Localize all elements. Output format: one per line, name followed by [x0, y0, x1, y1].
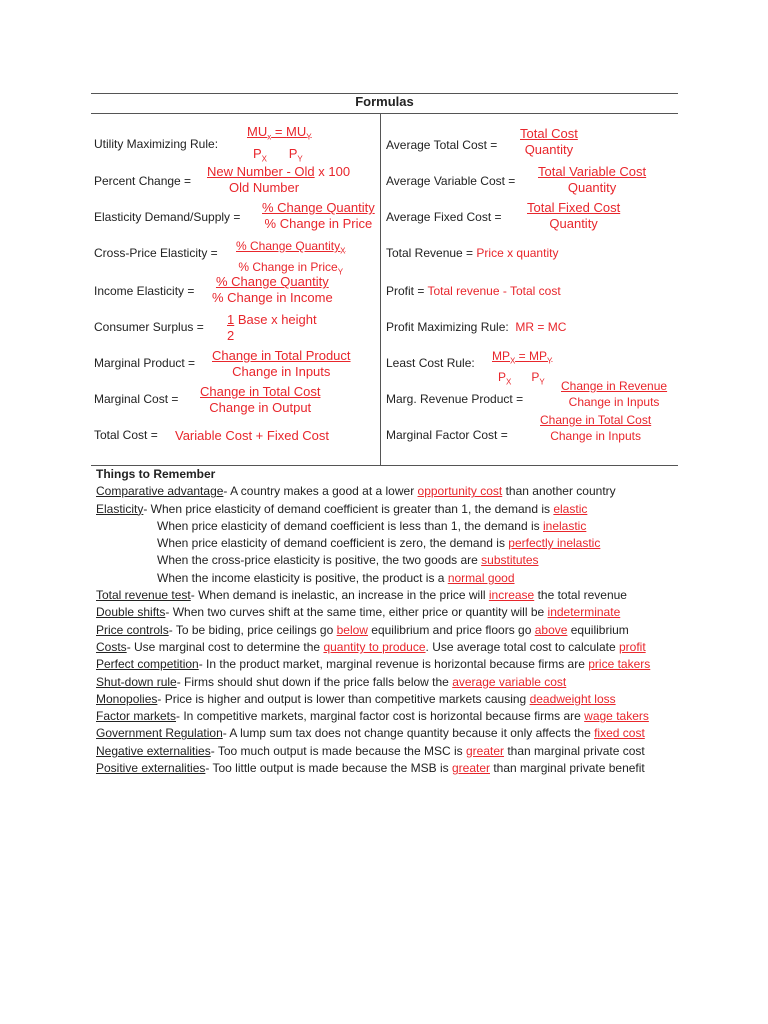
remember-heading: Things to Remember [96, 467, 216, 481]
remember-item: Factor markets- In competitive markets, marginal factor cost is horizontal because firms are wage takers [96, 709, 649, 724]
cross-label: Cross-Price Elasticity = [94, 246, 218, 260]
lcr-label: Least Cost Rule: [386, 356, 475, 370]
mc-formula: Change in Total Cost Change in Output [200, 384, 321, 415]
elasticity-label: Elasticity Demand/Supply = [94, 210, 241, 224]
remember-item: Positive externalities- Too little output is made because the MSB is greater than marginal private benefit [96, 761, 645, 776]
avc-formula: Total Variable Cost Quantity [538, 164, 647, 195]
avc-label: Average Variable Cost = [386, 174, 516, 188]
pmr-row [386, 320, 566, 334]
title-rule [91, 113, 678, 114]
remember-item: Price controls- To be biding, price ceilings go below equilibrium and price floors go above equilibrium [96, 622, 629, 637]
remember-item: Monopolies- Price is higher and output is lower than competitive markets causing deadweight loss [96, 691, 616, 706]
atc-label: Average Total Cost = [386, 138, 498, 152]
remember-item: Negative externalities- Too much output is made because the MSC is greater than marginal private cost [96, 743, 645, 758]
remember-item: Elasticity- When price elasticity of demand coefficient is greater than 1, the demand is elastic [96, 501, 588, 516]
surplus-label: Consumer Surplus = [94, 320, 204, 334]
remember-item: When price elasticity of demand coefficient is zero, the demand is perfectly inelastic [157, 536, 601, 551]
remember-item: Shut-down rule- Firms should shut down if the price falls below the average variable cost [96, 674, 567, 689]
atc-formula: Total Cost Quantity [520, 126, 578, 157]
mp-label: Marginal Product = [94, 356, 196, 370]
percent-formula: New Number - Old x 100 Old Number [207, 164, 351, 195]
profit-value: Total revenue - Total cost [427, 284, 561, 298]
page-title: Formulas [355, 94, 414, 109]
profit-label: Profit = [386, 284, 428, 298]
tc-label: Total Cost = [94, 428, 158, 442]
pmr-label: Profit Maximizing Rule: [386, 320, 516, 334]
remember-item: Total revenue test- When demand is inelastic, an increase in the price will increase the total revenue [96, 588, 627, 603]
afc-formula: Total Fixed Cost Quantity [527, 200, 621, 231]
remember-item: When the income elasticity is positive, the product is a normal good [157, 570, 515, 585]
mrp-formula: Change in Revenue Change in Inputs [561, 379, 668, 409]
profit-row [386, 284, 561, 298]
surplus-formula: 1 Base x height 2 [227, 312, 317, 343]
remember-item: Costs- Use marginal cost to determine the quantity to produce. Use average total cost to calculate profit [96, 639, 646, 654]
income-formula: % Change Quantity % Change in Income [212, 274, 333, 305]
cross-formula: % Change Quantity$_X$ % Change in Price$_Y$ [236, 239, 346, 277]
tr-value: Price x quantity [476, 246, 559, 260]
column-divider [380, 113, 381, 465]
tr-row [386, 246, 558, 260]
remember-item: Double shifts- When two curves shift at the same time, either price or quantity will be indeterminate [96, 605, 621, 620]
mfc-label: Marginal Factor Cost = [386, 428, 508, 442]
mp-formula: Change in Total Product Change in Inputs [212, 348, 351, 379]
mrp-label: Marg. Revenue Product = [386, 392, 524, 406]
mfc-formula: Change in Total Cost Change in Inputs [540, 413, 652, 443]
things-to-remember [96, 466, 650, 777]
mc-label: Marginal Cost = [94, 392, 179, 406]
remember-item: When the cross-price elasticity is positive, the two goods are substitutes [157, 553, 539, 568]
elasticity-formula: % Change Quantity % Change in Price [262, 200, 375, 231]
utility-label: Utility Maximizing Rule: [94, 137, 219, 151]
tr-label: Total Revenue = [386, 246, 477, 260]
remember-item: Government Regulation- A lump sum tax does not change quantity because it only affects the fixed cost [96, 726, 645, 741]
lcr-formula: $MP_X = MP_Y$ $P_X$ $P_Y$ [492, 349, 553, 387]
remember-item: Perfect competition- In the product market, marginal revenue is horizontal because firms are price takers [96, 657, 651, 672]
income-label: Income Elasticity = [94, 284, 195, 298]
tc-value: Variable Cost + Fixed Cost [175, 428, 330, 443]
pmr-value: MR = MC [515, 320, 567, 334]
afc-label: Average Fixed Cost = [386, 210, 502, 224]
percent-label: Percent Change = [94, 174, 192, 188]
utility-formula: $MU_x = MU_Y$ $P_X$ $P_Y$ [247, 124, 312, 164]
remember-item: When price elasticity of demand coefficient is less than 1, the demand is inelastic [157, 518, 587, 533]
remember-item: Comparative advantage- A country makes a good at a lower opportunity cost than another country [96, 484, 616, 499]
